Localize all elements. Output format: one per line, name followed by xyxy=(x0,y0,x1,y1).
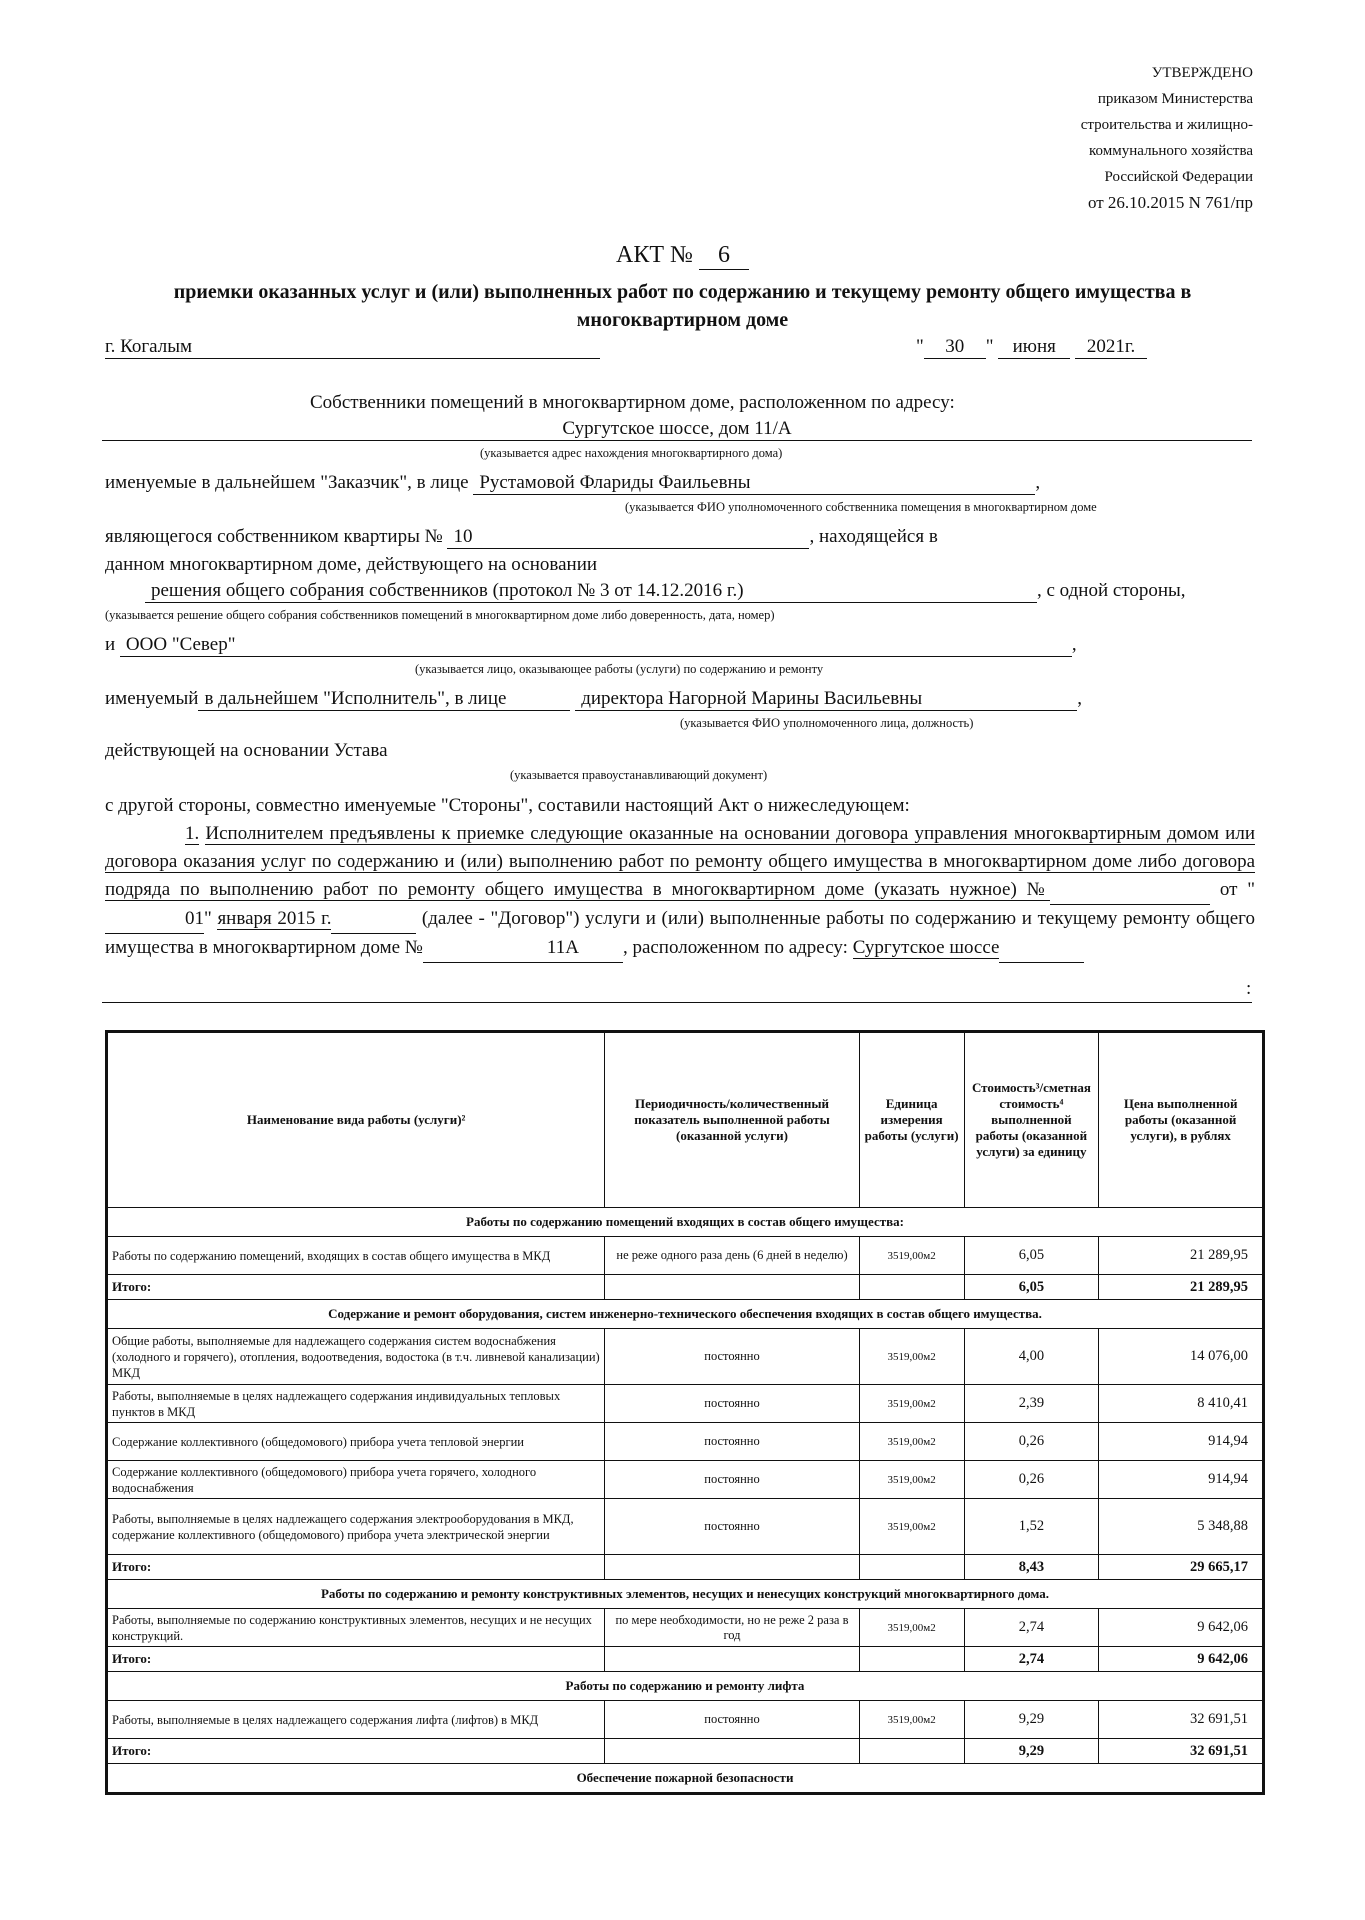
cell-name: Содержание коллективного (общедомового) прибора учета тепловой энергии xyxy=(107,1423,605,1461)
cell-name: Содержание коллективного (общедомового) прибора учета горячего, холодного водоснабжения xyxy=(107,1461,605,1499)
total-row xyxy=(107,1275,1264,1300)
executor-hint: (указывается ФИО уполномоченного лица, должность) xyxy=(680,716,974,730)
cell-cost: 1,52 xyxy=(964,1499,1099,1555)
approval-line: Российской Федерации xyxy=(1104,169,1253,185)
executor-text: в дальнейшем "Исполнитель", в лице xyxy=(198,688,570,711)
customer-line xyxy=(105,472,1040,495)
cell-period: постоянно xyxy=(605,1461,859,1499)
cell-period: постоянно xyxy=(605,1701,859,1739)
cell-cost: 2,74 xyxy=(964,1609,1099,1647)
cell-price: 32 691,51 xyxy=(1099,1701,1264,1739)
address: Сургутское шоссе, дом 11/А xyxy=(102,418,1252,441)
cell-price: 5 348,88 xyxy=(1099,1499,1264,1555)
cell-unit: 3519,00м2 xyxy=(859,1237,964,1275)
act-subtitle: приемки оказанных услуг и (или) выполненных работ по содержанию и текущему ремонту общего имущества в многоквартирном доме xyxy=(173,281,1192,331)
approval-line: приказом Министерства xyxy=(1097,91,1253,107)
parties-line: с другой стороны, совместно именуемые "Стороны", составили настоящий Акт о нижеследующем: xyxy=(105,795,910,816)
clause-1-fill-line xyxy=(102,1002,1252,1003)
approval-line: УТВЕРЖДЕНО xyxy=(1151,65,1253,81)
date-year: 2021г. xyxy=(1075,336,1147,359)
decision-text: решения общего собрания собственников (протокол № 3 от 14.12.2016 г.) xyxy=(145,580,1037,603)
total-row xyxy=(107,1555,1264,1580)
cell-cost: 2,39 xyxy=(964,1385,1099,1423)
cell-name: Работы, выполняемые в целях надлежащего содержания лифта (лифтов) в МКД xyxy=(107,1701,605,1739)
approval-line: строительства и жилищно- xyxy=(1080,117,1253,133)
customer-name: Рустамовой Флариды Фаильевны xyxy=(473,472,1035,495)
cell-name: Работы, выполняемые в целях надлежащего содержания электрооборудования в МКД, содержание коллективного (общедомового) прибора учета электрической энергии xyxy=(107,1499,605,1555)
contractor-suffix: , xyxy=(1071,634,1077,655)
table-row xyxy=(107,1499,1264,1555)
total-cost: 2,74 xyxy=(964,1647,1099,1672)
total-price: 32 691,51 xyxy=(1099,1739,1264,1764)
cell-period: постоянно xyxy=(605,1385,859,1423)
table-header-row xyxy=(107,1032,1264,1208)
cell-unit: 3519,00м2 xyxy=(859,1701,964,1739)
cell-price: 914,94 xyxy=(1099,1423,1264,1461)
decision-line xyxy=(145,580,1186,603)
clause-1-text-a: Исполнителем предъявлены к приемке следующие оказанные на основании договора управления многоквартирным домом или договора оказания услуг по содержанию и (или) выполнению работ по ремонту общего имущества в многоквартирном доме либо договора подряда по выполнению работ по ремонту общего имущества в многоквартирном доме (указать нужное) № xyxy=(105,823,1256,900)
table-row xyxy=(107,1423,1264,1461)
charter-text: действующей на основании Устава xyxy=(105,740,388,761)
header-period: Периодичность/количественный показатель выполненной работы (оказанной услуги) xyxy=(605,1032,859,1208)
header-name: Наименование вида работы (услуги)² xyxy=(107,1032,605,1208)
cell-cost: 0,26 xyxy=(964,1423,1099,1461)
cell-name: Работы по содержанию помещений, входящих в состав общего имущества в МКД xyxy=(107,1237,605,1275)
apartment-suffix: , находящейся в xyxy=(809,526,938,547)
total-row xyxy=(107,1739,1264,1764)
table-row xyxy=(107,1701,1264,1739)
total-cost: 9,29 xyxy=(964,1739,1099,1764)
act-date: " 30 " июня 2021г. xyxy=(916,336,1147,359)
contractor-line xyxy=(105,634,1077,657)
apartment-number: 10 xyxy=(447,526,809,549)
clause-1-house: 11А xyxy=(423,934,623,963)
total-price: 9 642,06 xyxy=(1099,1647,1264,1672)
cell-unit: 3519,00м2 xyxy=(859,1385,964,1423)
owners-line: Собственники помещений в многоквартирном доме, расположенном по адресу: xyxy=(310,392,955,413)
table-row xyxy=(107,1461,1264,1499)
customer-suffix: , xyxy=(1035,472,1041,493)
cell-price: 914,94 xyxy=(1099,1461,1264,1499)
section-title-row xyxy=(107,1580,1264,1609)
approval-block xyxy=(1081,60,1253,216)
clause-1-addr: Сургутское шоссе xyxy=(852,937,1000,958)
cell-cost: 9,29 xyxy=(964,1701,1099,1739)
contractor-name: ООО "Север" xyxy=(120,634,1072,657)
date-month: июня xyxy=(998,336,1070,359)
section-title: Работы по содержанию помещений входящих в состав общего имущества: xyxy=(107,1208,1264,1237)
total-price: 21 289,95 xyxy=(1099,1275,1264,1300)
total-cost: 8,43 xyxy=(964,1555,1099,1580)
date-day: 30 xyxy=(924,336,986,359)
section-title: Содержание и ремонт оборудования, систем инженерно-технического обеспечения входящих в состав общего имущества. xyxy=(107,1300,1264,1329)
act-number: 6 xyxy=(699,242,749,270)
cell-unit: 3519,00м2 xyxy=(859,1499,964,1555)
cell-name: Работы, выполняемые в целях надлежащего содержания индивидуальных тепловых пунктов в МКД xyxy=(107,1385,605,1423)
act-title-prefix: АКТ № xyxy=(616,242,693,268)
clause-1-end: : xyxy=(1246,978,1252,999)
apartment-line xyxy=(105,526,938,549)
cell-period: не реже одного раза день (6 дней в неделю) xyxy=(605,1237,859,1275)
total-label: Итого: xyxy=(107,1739,605,1764)
section-title-row xyxy=(107,1672,1264,1701)
total-row xyxy=(107,1647,1264,1672)
table-row xyxy=(107,1329,1264,1385)
clause-1-day: 01 xyxy=(105,905,204,934)
clause-1: 1. Исполнителем предъявлены к приемке следующие оказанные на основании договора управления многоквартирным домом или договора оказания услуг по содержанию и (или) выполнению работ по ремонту общего имущества в многоквартирном доме либо договора подряда по выполнению работ по ремонту общего имущества в многоквартирном доме (указать нужное) № от "01" января 2015 г. (далее - "Договор") услуги и (или) выполненные работы по содержанию и текущему ремонту общего имущества в многоквартирном доме № 11А , расположенном по адресу: Сургутское шоссе xyxy=(105,820,1255,963)
table-row xyxy=(107,1385,1264,1423)
executor-prefix: именуемый xyxy=(105,688,199,709)
section-title: Обеспечение пожарной безопасности xyxy=(107,1764,1264,1794)
cell-period: по мере необходимости, но не реже 2 раза в год xyxy=(605,1609,859,1647)
cell-price: 14 076,00 xyxy=(1099,1329,1264,1385)
executor-person: директора Нагорной Марины Васильевны xyxy=(575,688,1077,711)
cell-period: постоянно xyxy=(605,1423,859,1461)
customer-hint: (указывается ФИО уполномоченного собственника помещения в многоквартирном доме xyxy=(625,500,1097,514)
cell-cost: 6,05 xyxy=(964,1237,1099,1275)
section-title-row xyxy=(107,1764,1264,1794)
customer-prefix: именуемые в дальнейшем "Заказчик", в лице xyxy=(105,472,469,493)
apartment-prefix: являющегося собственником квартиры № xyxy=(105,526,443,547)
decision-suffix: , с одной стороны, xyxy=(1037,580,1186,601)
header-cost: Стоимость³/сметная стоимость⁴ выполненной работы (оказанной услуги) за единицу xyxy=(964,1032,1099,1208)
approval-line: от 26.10.2015 N 761/пр xyxy=(1087,193,1253,212)
cell-unit: 3519,00м2 xyxy=(859,1461,964,1499)
cell-unit: 3519,00м2 xyxy=(859,1423,964,1461)
total-label: Итого: xyxy=(107,1555,605,1580)
contractor-prefix: и xyxy=(105,634,116,655)
header-price: Цена выполненной работы (оказанной услуги), в рублях xyxy=(1099,1032,1264,1208)
basis-line: данном многоквартирном доме, действующего на основании xyxy=(105,554,598,575)
total-label: Итого: xyxy=(107,1647,605,1672)
table-row xyxy=(107,1609,1264,1647)
cell-period: постоянно xyxy=(605,1329,859,1385)
header-unit: Единица измерения работы (услуги) xyxy=(859,1032,964,1208)
section-title-row xyxy=(107,1208,1264,1237)
executor-suffix: , xyxy=(1077,688,1082,709)
clause-1-month: января 2015 г. xyxy=(217,908,332,929)
act-title xyxy=(0,242,1365,270)
total-price: 29 665,17 xyxy=(1099,1555,1264,1580)
cell-cost: 0,26 xyxy=(964,1461,1099,1499)
cell-unit: 3519,00м2 xyxy=(859,1329,964,1385)
executor-line xyxy=(105,688,1082,711)
cell-name: Общие работы, выполняемые для надлежащего содержания систем водоснабжения (холодного и горячего), отопления, водоотведения, водостока (в т.ч. ливневой канализации) МКД xyxy=(107,1329,605,1385)
clause-1-text-b: (далее - "Договор") услуги и (или) выполненные работы по содержанию и текущему ремонту общего имущества в многоквартирном доме № xyxy=(105,908,1255,958)
decision-hint: (указывается решение общего собрания собственников помещений в многоквартирном доме либо доверенность, дата, номер) xyxy=(105,608,775,622)
cell-period: постоянно xyxy=(605,1499,859,1555)
contractor-hint: (указывается лицо, оказывающее работы (услуги) по содержанию и ремонту xyxy=(415,662,824,676)
cell-name: Работы, выполняемые по содержанию конструктивных элементов, несущих и не несущих конструкций. xyxy=(107,1609,605,1647)
charter-hint: (указывается правоустанавливающий документ) xyxy=(510,768,768,782)
address-hint: (указывается адрес нахождения многоквартирного дома) xyxy=(480,446,783,460)
approval-line: коммунального хозяйства xyxy=(1089,143,1253,159)
clause-1-text-c: , расположенном по адресу: xyxy=(622,937,848,958)
cell-price: 8 410,41 xyxy=(1099,1385,1264,1423)
clause-1-num: 1. xyxy=(185,823,200,844)
cell-price: 21 289,95 xyxy=(1099,1237,1264,1275)
section-title-row xyxy=(107,1300,1264,1329)
table-row xyxy=(107,1237,1264,1275)
cell-cost: 4,00 xyxy=(964,1329,1099,1385)
works-table xyxy=(105,1030,1265,1795)
cell-price: 9 642,06 xyxy=(1099,1609,1264,1647)
clause-1-from: от " xyxy=(1219,879,1256,900)
total-label: Итого: xyxy=(107,1275,605,1300)
section-title: Работы по содержанию и ремонту конструктивных элементов, несущих и ненесущих конструкций многоквартирного дома. xyxy=(107,1580,1264,1609)
total-cost: 6,05 xyxy=(964,1275,1099,1300)
place: г. Когалым xyxy=(105,336,600,359)
section-title: Работы по содержанию и ремонту лифта xyxy=(107,1672,1264,1701)
cell-unit: 3519,00м2 xyxy=(859,1609,964,1647)
